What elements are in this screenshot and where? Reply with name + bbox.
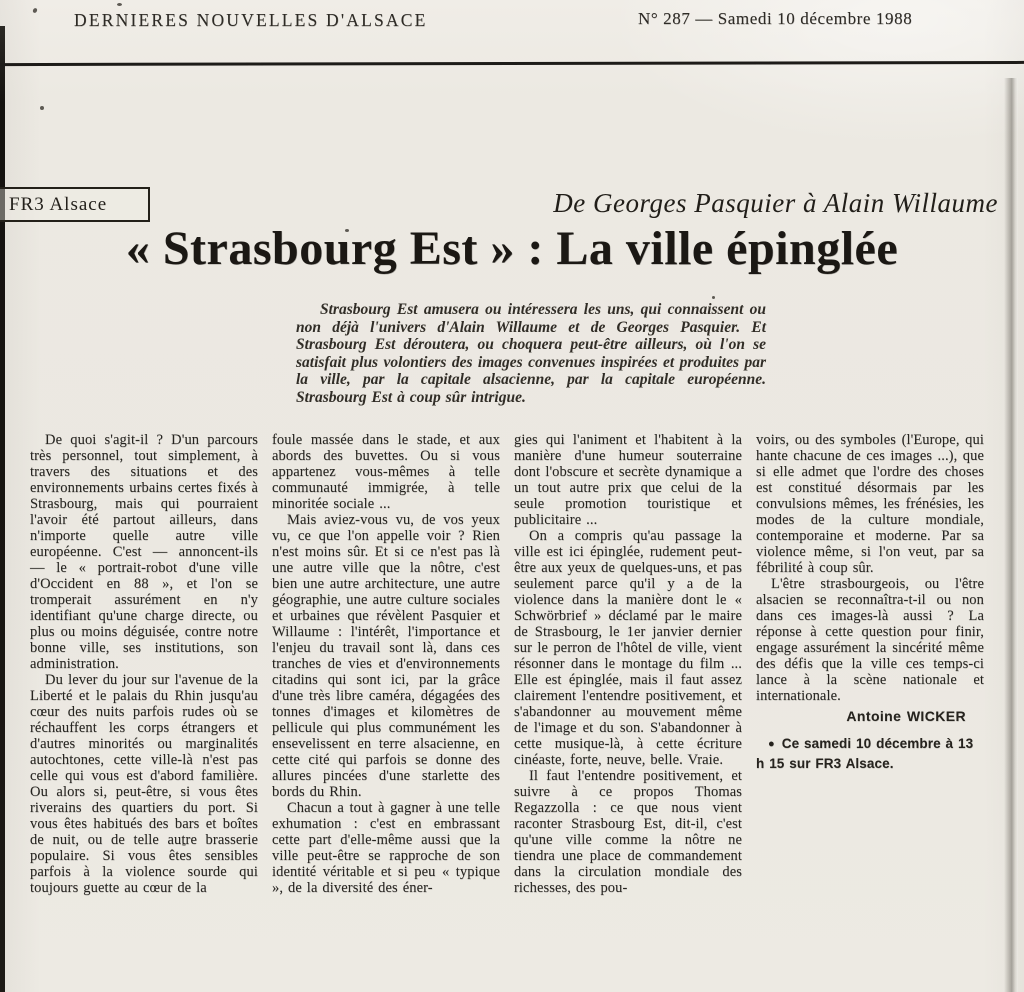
article-paragraph: voirs, ou des symboles (l'Europe, qui hante chacune de ces images ...), que si elle admet que l'ordre des choses est constitué désormais par les convulsions mêmes, les frénésies, les modes de la culture mondiale, contemporaine et moderne. Par sa violence même, si l'on veut, par sa fébrilité à coup sûr. xyxy=(756,432,984,576)
article-paragraph: gies qui l'animent et l'habitent à la manière d'une humeur souterraine dont l'obscure et secrète dynamique a un tout autre prix que celui de la seule promotion touristique et publicitaire ... xyxy=(514,432,742,528)
article-paragraph: Chacun a tout à gagner à une telle exhumation : c'est en embrassant cette part d'elle-même aussi que la ville peut-être se rapproche de son identité véritable et si peu « typique », de la diversité des éner- xyxy=(272,800,500,896)
signature: Antoine WICKER xyxy=(846,708,966,724)
paper-name: DERNIERES NOUVELLES D'ALSACE xyxy=(74,10,428,30)
scan-speck xyxy=(712,296,715,299)
article-paragraph: foule massée dans le stade, et aux abords des buvettes. Ou si vous appartenez vous-mêmes à telle communauté immigrée, à telle minoritée sociale ... xyxy=(272,432,500,512)
bullet-icon: ● xyxy=(768,738,775,750)
scan-speck xyxy=(32,7,38,13)
header-rule xyxy=(0,61,1024,66)
broadcast-note xyxy=(756,735,984,772)
column-3 xyxy=(514,432,742,980)
article-paragraph: L'être strasbourgeois, ou l'être alsacien se reconnaîtra-t-il ou non dans ces images-là aussi ? La réponse à cette question pour finir, engage assurément la sincérité même des défis que la ville ces temps-ci lance à la scène nationale et internationale. xyxy=(756,576,984,704)
scan-speck xyxy=(117,3,122,6)
scan-edge-right xyxy=(1004,78,1018,992)
article-paragraph: Il faut l'entendre positivement, et suivre à ce propos Thomas Regazzolla : ce que nous vient raconter Strasbourg Est, dit-il, c'est qu'une ville comme la nôtre ne tiendra une place de commandement dans la circulation mondiale des richesses, des pou- xyxy=(514,768,742,896)
column-2 xyxy=(272,432,500,980)
byline: De Georges Pasquier à Alain Willaume xyxy=(553,188,998,218)
headline: « Strasbourg Est » : La ville épinglée xyxy=(125,222,899,275)
kicker-label: FR3 Alsace xyxy=(9,194,108,215)
scan-speck xyxy=(40,106,44,110)
article-paragraph: On a compris qu'au passage la ville est ici épinglée, rudement peut-être aux yeux de quelques-uns, et pas seulement parce qu'il y a de la violence dans la manière dont le « Schwörbrief » déclamé par le maire de Strasbourg, le 1er janvier dernier sur le perron de l'hôtel de ville, vient résonner dans le montage du film ... Elle est épinglée, mais il faut assez clairement l'entendre positivement, et s'abandonner au mouvement même de l'image et du son. S'abandonner à cette musique-là, à cette écriture cinéaste, forte, neuve, belle. Vraie. xyxy=(514,528,742,768)
kicker-box xyxy=(0,187,150,222)
issue-info: N° 287 — Samedi 10 décembre 1988 xyxy=(638,9,913,28)
column-4 xyxy=(756,432,984,980)
scan-edge-left xyxy=(0,26,5,992)
article-paragraph: Mais aviez-vous vu, de vos yeux vu, ce que l'on appelle voir ? Rien n'est moins sûr. Et si ce n'est pas là une autre ville que la nôtre, c'est bien une autre architecture, une autre géographie, une autre culture sociales et urbaines que révèlent Pasquier et Willaume : l'intérêt, l'importance et l'enjeu du travail sont là, dans ces tranches de vies et d'environnements citadins qui sont ici, par la grâce d'une très libre caméra, dégagées des tonnes d'images et kilomètres de pellicule qui plus communément les ensevelissent en terre alsacienne, en cette cité qui parfois se donne des allures pincées d'une starlette des bords du Rhin. xyxy=(272,512,500,800)
lede: Strasbourg Est amusera ou intéressera les uns, qui connaissent ou non déjà l'univers d'Alain Willaume et de Georges Pasquier. Et Strasbourg Est déroutera, ou choquera peut-être ailleurs, où l'on se satisfait plus volontiers des images convenues inspirées et produites par la ville, par la capitale alsacienne, par la capitale européenne. Strasbourg Est à coup sûr intrigue. xyxy=(296,301,766,406)
article-columns xyxy=(30,432,984,980)
column-1 xyxy=(30,432,258,980)
article-paragraph: Du lever du jour sur l'avenue de la Liberté et le palais du Rhin jusqu'au cœur des nuits parfois rudes où se réchauffent les corps étrangers et d'autres minorités ou marginalités autochtones, cette ville-là n'est pas celle qui vous est d'abord familière. Ou alors si, peut-être, si vous êtes riverains des quartiers du port. Si vous êtes habitués des bars et boîtes de nuit, ou de telle autre brasserie populaire. Si vous êtes sensibles parfois à la violence sourde qui toujours guette au cœur de la xyxy=(30,672,258,896)
article-paragraph: De quoi s'agit-il ? D'un parcours très personnel, tout simplement, à travers des situations et des environnements urbains certes fixés à Strasbourg, mais qui pourraient l'avoir été partout ailleurs, dans n'importe quelle autre ville européenne. C'est — annoncent-ils — le « portrait-robot d'une ville d'Occident en 88 », et l'on se tromperait assurément en n'y identifiant qu'une charge directe, ou plus ou moins déguisée, contre notre bonne ville, ses institutions, son administration. xyxy=(30,432,258,672)
broadcast-note-text: Ce samedi 10 décembre à 13 h 15 sur FR3 Alsace. xyxy=(756,736,974,771)
